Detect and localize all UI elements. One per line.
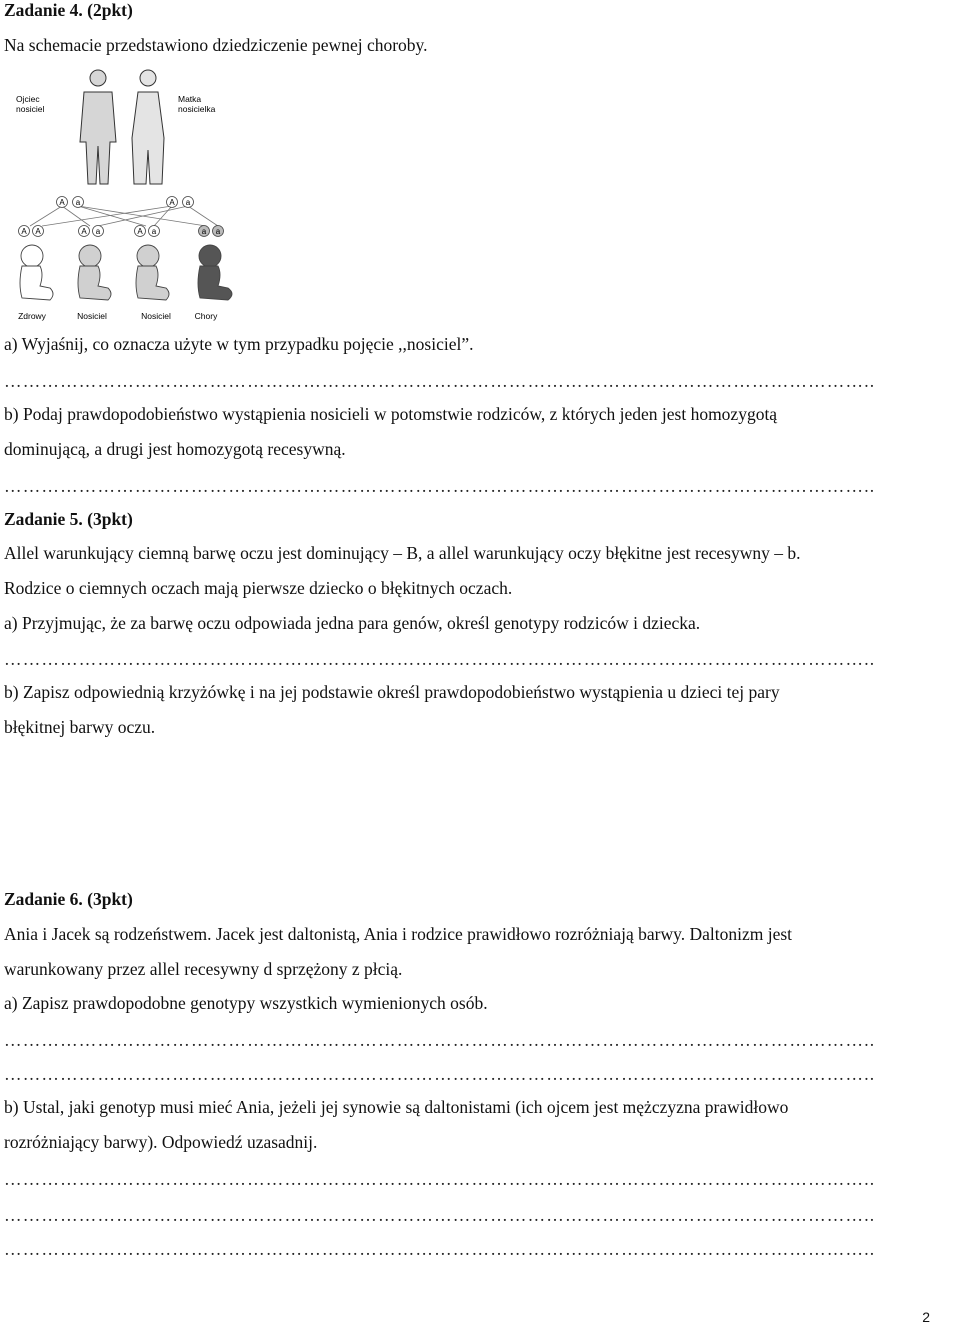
child-alleles	[19, 226, 224, 237]
label-healthy: Zdrowy	[18, 311, 46, 321]
label-sick: Chory	[194, 311, 218, 321]
task4-intro: Na schemacie przedstawiono dziedziczenie pewnej choroby.	[4, 35, 428, 55]
task6-question-b-line2: rozróżniający barwy). Odpowiedź uzasadnij.	[4, 1132, 318, 1152]
mother-figure	[132, 70, 164, 184]
task6-title: Zadanie 6. (3pkt)	[4, 889, 133, 909]
svg-text:a: a	[201, 227, 207, 236]
task6-question-a: a) Zapisz prawdopodobne genotypy wszystkich wymienionych osób.	[4, 993, 488, 1013]
svg-text:a: a	[95, 227, 101, 236]
label-carrier-1: Nosiciel	[77, 311, 107, 321]
mother-alleles	[167, 197, 194, 208]
task4-question-b-line2: dominującą, a drugi jest homozygotą recesywną.	[4, 439, 346, 459]
svg-text:a: a	[185, 198, 191, 207]
child-2-alleles	[79, 226, 104, 237]
answer-line[interactable]: …………………………………………………………………………………………………………………………..	[4, 1030, 876, 1050]
svg-text:A: A	[169, 198, 175, 207]
father-figure	[80, 70, 116, 184]
child-1-alleles	[19, 226, 44, 237]
child-4-alleles	[199, 226, 224, 237]
svg-text:A: A	[137, 227, 143, 236]
baby-carrier-1	[78, 245, 111, 300]
answer-line[interactable]: …………………………………………………………………………………………………………………………..	[4, 1239, 876, 1259]
task5-title: Zadanie 5. (3pkt)	[4, 509, 133, 529]
answer-line[interactable]: …………………………………………………………………………………………………………………………..	[4, 371, 876, 391]
svg-text:a: a	[215, 227, 221, 236]
children-figures	[20, 245, 232, 300]
label-carrier-2: Nosiciel	[141, 311, 171, 321]
answer-line[interactable]: …………………………………………………………………………………………………………………………..	[4, 1064, 876, 1084]
baby-carrier-2	[136, 245, 169, 300]
task5-question-a: a) Przyjmując, że za barwę oczu odpowiada jedna para genów, określ genotypy rodziców i dziecka.	[4, 613, 701, 633]
cross-lines	[30, 206, 218, 226]
task4-question-b-line1: b) Podaj prawdopodobieństwo wystąpienia nosicieli w potomstwie rodziców, z których jeden jest homozygotą	[4, 404, 778, 424]
task6-line1: Ania i Jacek są rodzeństwem. Jacek jest daltonistą, Ania i rodzice prawidłowo rozróżniają barwy. Daltonizm jest	[4, 924, 793, 944]
mother-label: Matka nosicielka	[178, 94, 216, 114]
svg-text:A: A	[35, 227, 41, 236]
answer-line[interactable]: …………………………………………………………………………………………………………………………..	[4, 649, 876, 669]
svg-text:A: A	[59, 198, 65, 207]
child-labels	[18, 311, 218, 321]
task5-line1: Allel warunkujący ciemną barwę oczu jest dominujący – B, a allel warunkujący oczy błękitne jest recesywny – b.	[4, 543, 801, 563]
task6-line2: warunkowany przez allel recesywny d sprzężony z płcią.	[4, 959, 403, 979]
baby-sick	[198, 245, 232, 300]
svg-text:a: a	[75, 198, 81, 207]
task6-question-b-line1: b) Ustal, jaki genotyp musi mieć Ania, jeżeli jej synowie są daltonistami (ich ojcem jest mężczyzna prawidłowo	[4, 1097, 789, 1117]
father-label: Ojciec nosiciel	[16, 94, 45, 114]
answer-line[interactable]: …………………………………………………………………………………………………………………………..	[4, 476, 876, 496]
baby-healthy	[20, 245, 53, 300]
svg-text:A: A	[21, 227, 27, 236]
task5-question-b-line1: b) Zapisz odpowiednią krzyżówkę i na jej podstawie określ prawdopodobieństwo wystąpienia u dzieci tej pary	[4, 682, 780, 702]
answer-line[interactable]: …………………………………………………………………………………………………………………………..	[4, 1205, 876, 1225]
task4-question-a: a) Wyjaśnij, co oznacza użyte w tym przypadku pojęcie ,,nosiciel”.	[4, 334, 474, 354]
task5-line2: Rodzice o ciemnych oczach mają pierwsze dziecko o błękitnych oczach.	[4, 578, 513, 598]
task4-title: Zadanie 4. (2pkt)	[4, 0, 133, 20]
father-alleles	[57, 197, 84, 208]
svg-text:A: A	[81, 227, 87, 236]
answer-line[interactable]: …………………………………………………………………………………………………………………………..	[4, 1169, 876, 1189]
svg-text:a: a	[151, 227, 157, 236]
page-number: 2	[922, 1309, 930, 1325]
inheritance-diagram	[10, 66, 246, 324]
task5-question-b-line2: błękitnej barwy oczu.	[4, 717, 156, 737]
child-3-alleles	[135, 226, 160, 237]
